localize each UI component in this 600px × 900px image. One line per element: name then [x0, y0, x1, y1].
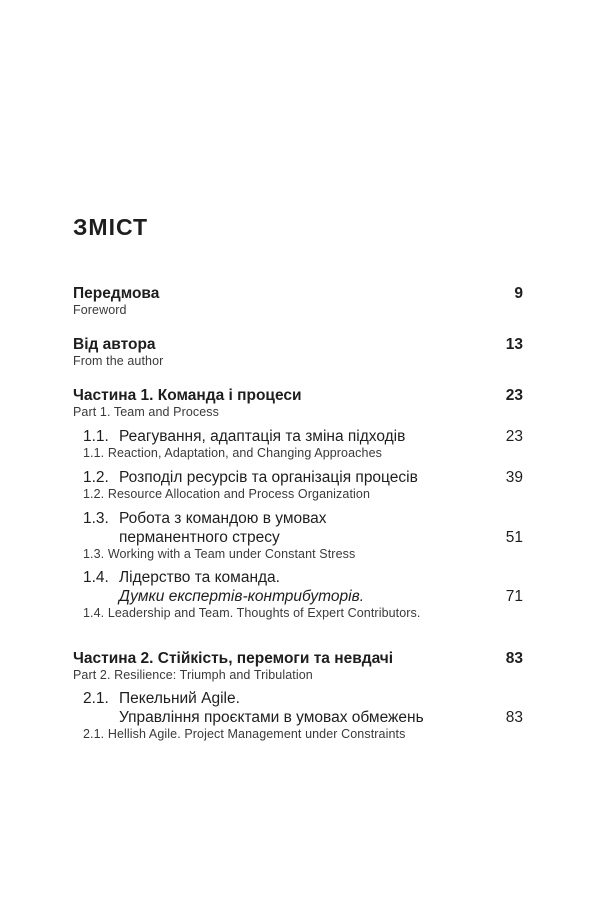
section-number: 2.1. — [83, 690, 109, 707]
toc-entry-subtitle: Part 2. Resilience: Triumph and Tribulation — [73, 668, 313, 682]
toc-entry-subtitle: 1.3. Working with a Team under Constant Stress — [83, 547, 356, 561]
toc-page-number: 71 — [505, 588, 523, 605]
toc-entry-title: Від автора — [73, 336, 156, 353]
toc-page-number: 83 — [505, 709, 523, 726]
section-number: 1.3. — [83, 510, 109, 527]
toc-entry-2-1[interactable] — [83, 689, 523, 742]
toc-entry-subtitle: 2.1. Hellish Agile. Project Management under Constraints — [83, 727, 406, 741]
toc-page-number: 51 — [505, 529, 523, 546]
toc-entry-subtitle: Foreword — [73, 303, 127, 317]
page-title: ЗМІСТ — [73, 214, 149, 240]
toc-page-number: 83 — [505, 650, 523, 667]
toc-entry-title: Розподіл ресурсів та організація процесів — [119, 469, 418, 486]
toc-entry-subtitle: From the author — [73, 354, 164, 368]
toc-page-number: 23 — [505, 387, 523, 404]
toc-entry-subtitle: Part 1. Team and Process — [73, 405, 219, 419]
toc-entry-foreword[interactable] — [73, 284, 523, 318]
toc-entry-1-3[interactable] — [83, 509, 523, 562]
toc-entry-title: Робота з командою в умовах — [119, 510, 327, 527]
toc-entry-1-1[interactable] — [83, 427, 523, 461]
toc-entry-title-line-2: Управління проєктами в умовах обмежень — [119, 709, 424, 726]
toc-entry-subtitle: 1.1. Reaction, Adaptation, and Changing Approaches — [83, 446, 382, 460]
toc-entry-title: Лідерство та команда. — [119, 569, 280, 586]
toc-entry-title: Частина 1. Команда і процеси — [73, 387, 302, 404]
toc-entry-title: Частина 2. Стійкість, перемоги та невдачі — [73, 650, 394, 667]
toc-entry-subtitle: 1.2. Resource Allocation and Process Organization — [83, 487, 371, 501]
toc-entry-1-4[interactable] — [83, 568, 523, 621]
toc-page-number: 9 — [514, 285, 523, 302]
toc-entry-from-author[interactable] — [73, 335, 523, 369]
toc-entry-part-2[interactable] — [73, 649, 523, 683]
toc-entry-title: Реагування, адаптація та зміна підходів — [119, 428, 406, 445]
toc-entry-title: Пекельний Agile. — [119, 690, 240, 707]
toc-page-number: 39 — [505, 469, 523, 486]
toc-entry-title: Передмова — [73, 285, 160, 302]
toc-entry-1-2[interactable] — [83, 468, 523, 502]
section-number: 1.2. — [83, 469, 109, 486]
toc-page-number: 23 — [505, 428, 523, 445]
toc-entry-subtitle: 1.4. Leadership and Team. Thoughts of Expert Contributors. — [83, 606, 421, 620]
toc-entry-part-1[interactable] — [73, 386, 523, 420]
section-number: 1.1. — [83, 428, 109, 445]
section-number: 1.4. — [83, 569, 109, 586]
toc-entry-title-line-2: перманентного стресу — [119, 529, 280, 546]
toc-page-number: 13 — [505, 336, 523, 353]
toc-entry-title-line-2: Думки експертів-контрибуторів. — [119, 588, 364, 605]
